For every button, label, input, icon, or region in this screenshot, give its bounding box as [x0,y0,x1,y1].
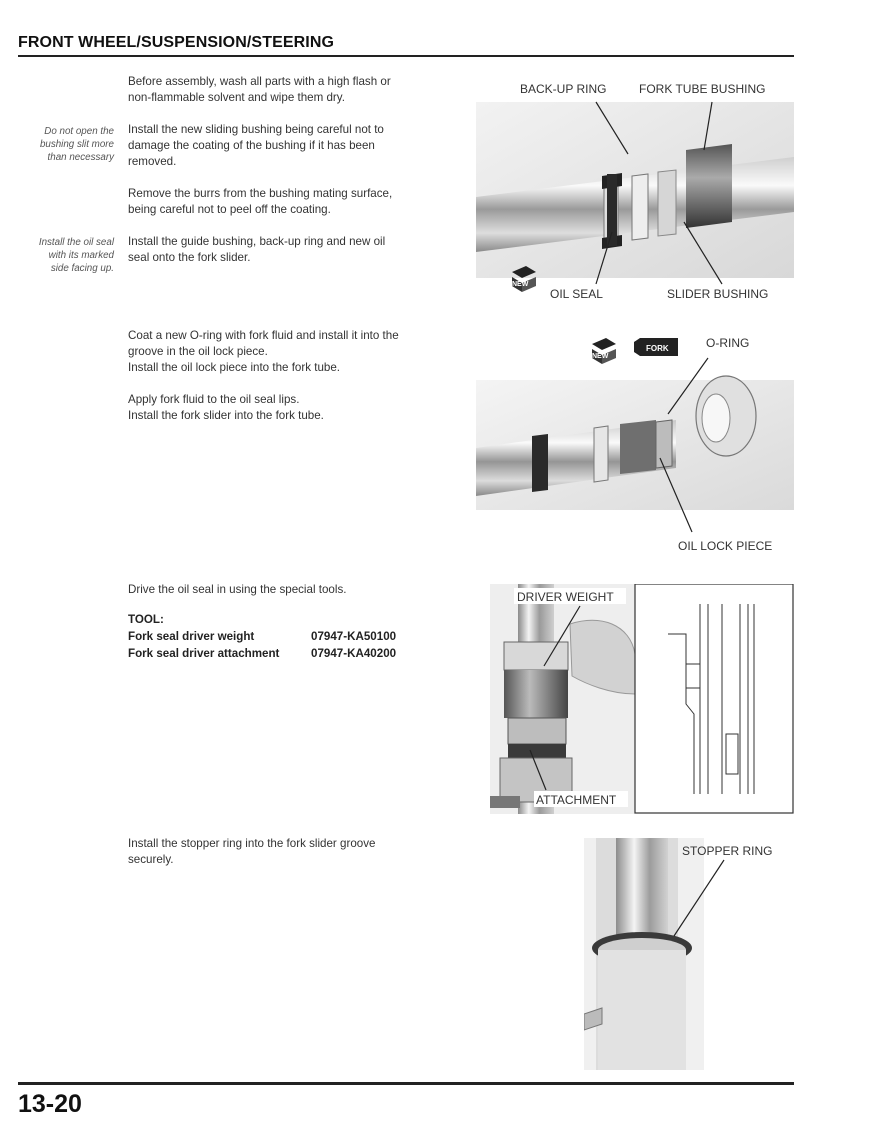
side-note-bushing-slit: Do not open the bushing slit more than necessary [39,126,114,163]
label-attachment: ATTACHMENT [536,793,617,807]
label-slider-bushing: SLIDER BUSHING [667,287,769,301]
inset-cross-section [635,584,793,813]
oil-seal-part [607,174,617,246]
tool-name: Fork seal driver attachment [128,647,280,660]
label-fork-tube-bushing: FORK TUBE BUSHING [639,82,766,96]
page-header-title: FRONT WHEEL/SUSPENSION/STEERING [18,34,335,51]
driver-attachment-part [508,718,566,744]
fork-tube-bushing-part [686,144,732,228]
fork-slider-bushing [620,420,656,474]
side-note-oil-seal: Install the oil seal with its marked side facing up. [38,237,114,274]
tool-part-number: 07947-KA40200 [311,647,397,660]
paragraph-sliding-bushing: Install the new sliding bushing being careful not to damage the coating of the bushing if it has been removed. [128,123,384,168]
paragraph-guide-bushing: Install the guide bushing, back-up ring and new oil seal onto the fork slider. [128,235,386,264]
label-o-ring: O-RING [706,336,750,350]
svg-text:FORK: FORK [646,344,669,353]
driver-weight-part [504,670,568,718]
tool-name: Fork seal driver weight [128,630,255,643]
paragraph-stopper-ring: Install the stopper ring into the fork slider groove securely. [128,837,376,866]
fork-fluid-badge [634,338,678,356]
label-stopper-ring: STOPPER RING [682,844,773,858]
header-rule [18,55,794,57]
figure-oil-lock-piece [476,330,794,558]
svg-text:NEW: NEW [592,353,609,360]
paragraph-o-ring: Coat a new O-ring with fork fluid and install it into the groove in the oil lock piece. Install the oil lock piece into the fork tube. [128,329,399,374]
label-driver-weight: DRIVER WEIGHT [517,590,614,604]
paragraph-fork-fluid: Apply fork fluid to the oil seal lips. Install the fork slider into the fork tube. [128,393,324,422]
figure-driver-tools [490,584,794,814]
tool-part-number: 07947-KA50100 [311,630,397,643]
footer-rule [18,1082,794,1085]
svg-text:NEW: NEW [512,281,529,288]
figure-fork-slider-bushings [476,72,794,308]
paragraph-remove-burrs: Remove the burrs from the bushing mating surface, being careful not to peel off the coating. [128,187,393,216]
new-part-badge [592,338,616,364]
tool-row [128,630,396,643]
tool-heading: TOOL: [128,613,164,626]
label-back-up-ring: BACK-UP RING [520,82,607,96]
label-oil-seal: OIL SEAL [550,287,603,301]
figure-stopper-ring [584,838,794,1070]
paragraph-wash-parts: Before assembly, wash all parts with a high flash or non-flammable solvent and wipe them dry. [128,75,391,104]
paragraph-drive-oil-seal: Drive the oil seal in using the special tools. [128,583,347,596]
label-oil-lock-piece: OIL LOCK PIECE [678,539,773,553]
page-number: 13-20 [18,1090,82,1118]
tool-row [128,647,396,660]
